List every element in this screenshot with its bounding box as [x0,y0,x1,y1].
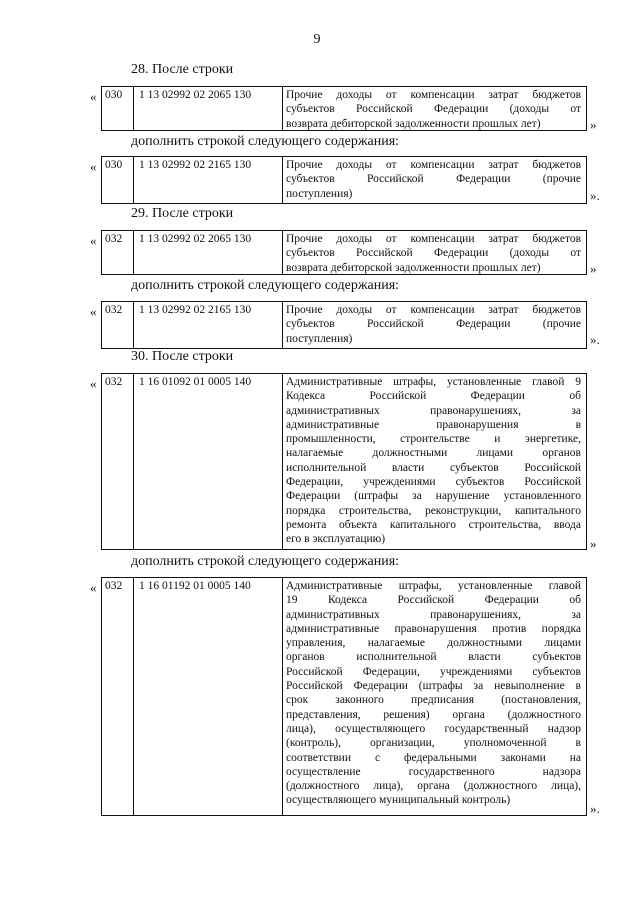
row-code: 032 [105,304,123,316]
row-description: Прочие доходы от компенсации затрат бюджетов субъектов Российской Федерации (прочие поступления) [286,159,581,200]
row-description: Прочие доходы от компенсации затрат бюджетов субъектов Российской Федерации (доходы от возврата дебиторской задолженности прошлых лет) [286,233,581,274]
table-row-28-before [101,86,587,131]
row-kbk: 1 13 02992 02 2065 130 [139,89,252,101]
table-row-30-after [101,577,587,816]
section-30-heading: 30. После строки [131,349,234,364]
insert-text: дополнить строкой следующего содержания: [131,278,400,293]
quote-open: « [90,159,97,174]
row-code: 032 [105,580,123,592]
row-kbk: 1 13 02992 02 2165 130 [139,159,252,171]
row-description: Административные штрафы, установленные главой 19 Кодекса Российской Федерации об административных правонарушениях, за административные правонарушения против порядка управления, налагаемые должностными лицами органов исполнительной власти субъектов Российской Федерации, учреждениями субъектов Российской Федерации (штрафы за невыполнение в срок законного предписания (постановления, представления, решения) органа (должностного лица), осуществляющего государственный надзор (контроль), организации, уполномоченной в соответствии с федеральными законами на осуществление государственного надзора (должностного лица), органа (должностного лица), осуществляющего муниципальный контроль) [286,580,581,807]
row-kbk: 1 16 01192 01 0005 140 [139,580,251,592]
quote-close: » [590,117,597,132]
quote-close: » [590,536,597,551]
insert-text: дополнить строкой следующего содержания: [131,134,400,149]
row-kbk: 1 16 01092 01 0005 140 [139,376,252,388]
section-29-heading: 29. После строки [131,206,234,221]
page-number: 9 [313,32,321,47]
quote-open: « [90,233,97,248]
quote-close: ». [590,188,600,203]
row-kbk: 1 13 02992 02 2065 130 [139,233,252,245]
quote-open: « [90,89,97,104]
quote-open: « [90,376,97,391]
quote-close: ». [590,801,600,816]
table-row-29-after [101,301,587,349]
row-description: Административные штрафы, установленные главой 9 Кодекса Российской Федерации об административных правонарушениях, за административные правонарушения в промышленности, строительстве и энергетике, налагаемые должностными лицами органов исполнительной власти субъектов Российской Федерации, учреждениями субъектов Российской Федерации (штрафы за нарушение установленного порядка строительства, реконструкции, капитального ремонта объекта капитального строительства, ввода его в эксплуатацию) [286,376,581,546]
row-description: Прочие доходы от компенсации затрат бюджетов субъектов Российской Федерации (доходы от возврата дебиторской задолженности прошлых лет) [286,89,581,130]
row-code: 032 [105,233,123,245]
table-row-28-after [101,156,587,204]
insert-text: дополнить строкой следующего содержания: [131,554,400,569]
row-kbk: 1 13 02992 02 2165 130 [139,304,252,316]
quote-close: ». [590,332,600,347]
row-description: Прочие доходы от компенсации затрат бюджетов субъектов Российской Федерации (прочие поступления) [286,304,581,345]
quote-open: « [90,580,97,595]
quote-close: » [590,261,597,276]
row-code: 030 [105,159,123,171]
quote-open: « [90,304,97,319]
row-code: 032 [105,376,123,388]
table-row-29-before [101,230,587,275]
table-row-30-before [101,373,587,550]
row-code: 030 [105,89,123,101]
section-28-heading: 28. После строки [131,62,234,77]
